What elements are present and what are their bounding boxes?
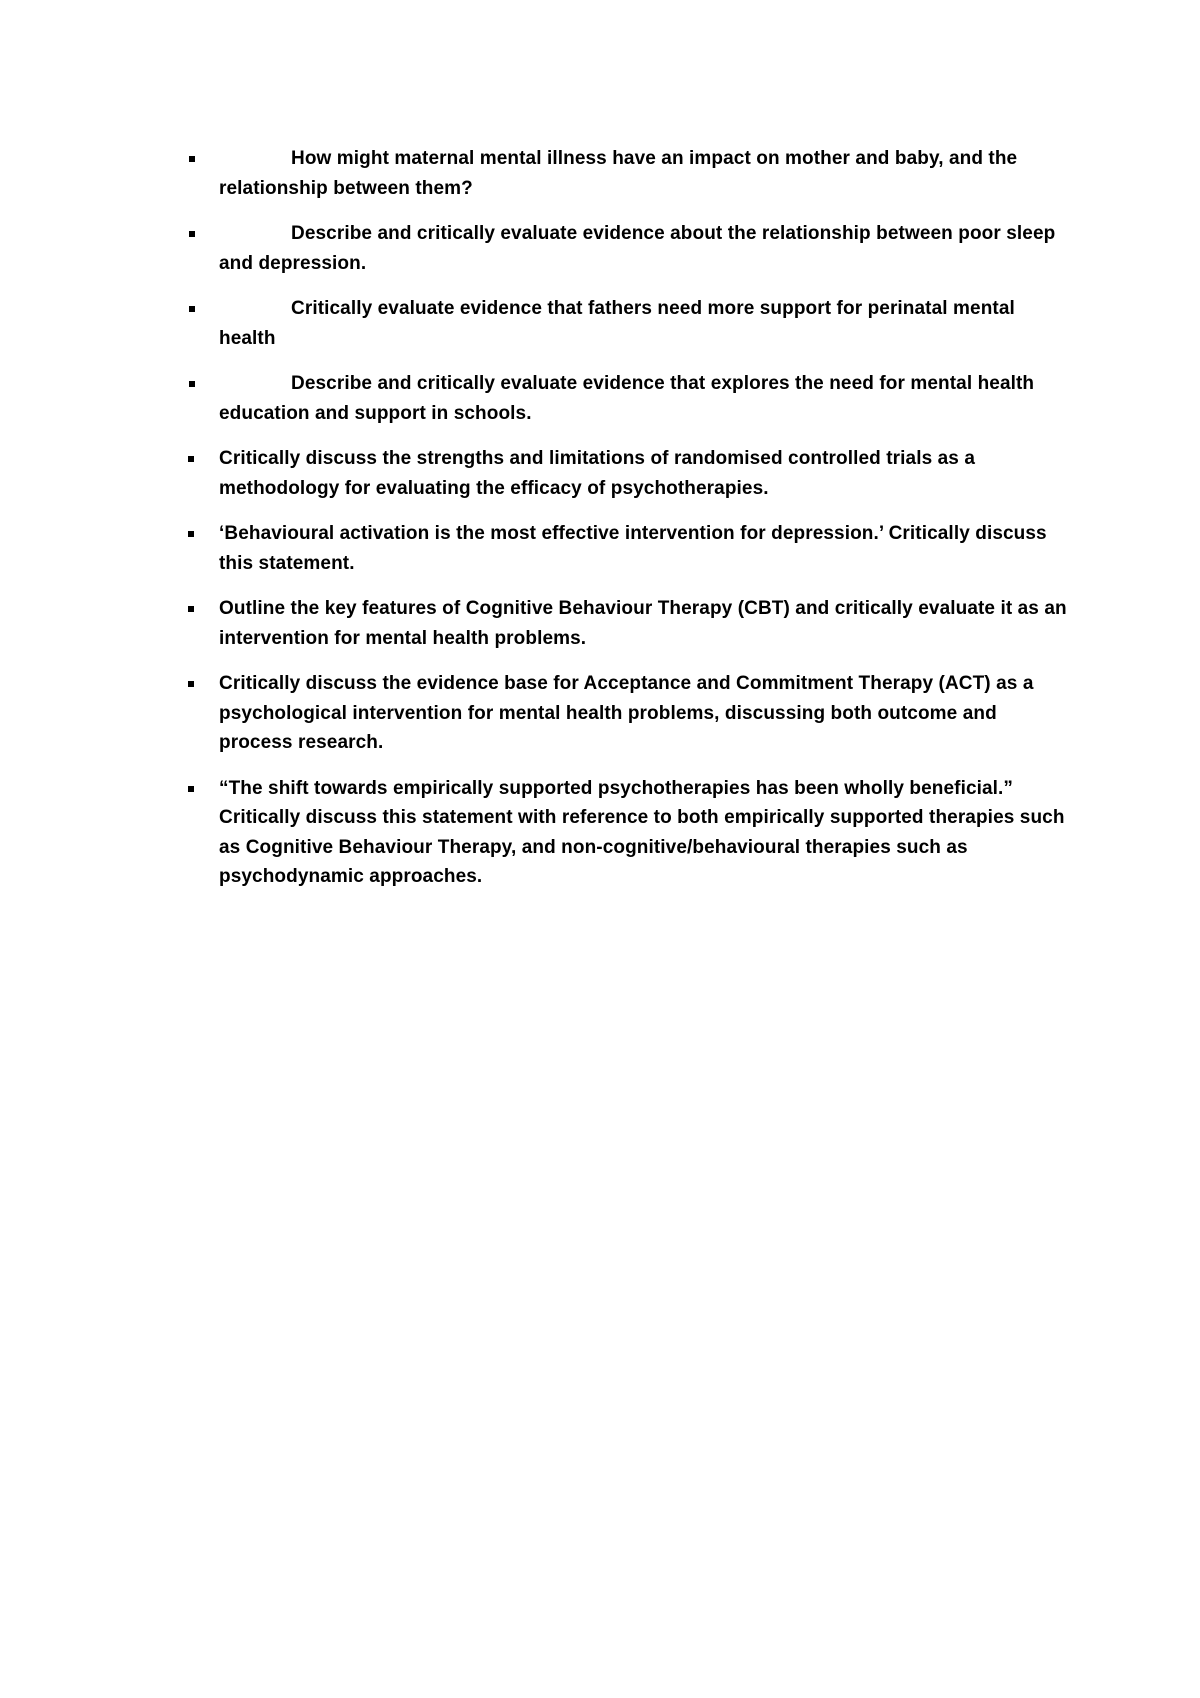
question-text: ‘Behavioural activation is the most effective intervention for depression.’ Critically discuss this statement. (219, 523, 1047, 574)
list-item (188, 369, 1068, 428)
list-item (188, 594, 1068, 653)
list-item (188, 219, 1068, 278)
question-text: “The shift towards empirically supported psychotherapies has been wholly beneficial.” Critically discuss this statement with reference to both empirically supported therapies such as Cognitive Behaviour Therapy, and non-cognitive/behavioural therapies such as psychodynamic approaches. (219, 777, 1065, 887)
list-item (188, 774, 1068, 892)
question-text: Describe and critically evaluate evidence about the relationship between poor sleep and depression. (219, 223, 1056, 274)
question-list (188, 144, 1068, 908)
question-text: Outline the key features of Cognitive Behaviour Therapy (CBT) and critically evaluate it as an intervention for mental health problems. (219, 598, 1067, 649)
square-bullet-icon (188, 456, 194, 462)
square-bullet-icon (189, 306, 195, 312)
list-item (188, 294, 1068, 353)
question-text: Critically discuss the evidence base for Acceptance and Commitment Therapy (ACT) as a psychological intervention for mental health problems, discussing both outcome and process research. (219, 673, 1034, 753)
square-bullet-icon (189, 381, 195, 387)
question-text: Critically evaluate evidence that fathers need more support for perinatal mental health (219, 298, 1015, 349)
list-item (188, 669, 1068, 758)
square-bullet-icon (188, 786, 194, 792)
square-bullet-icon (188, 681, 194, 687)
list-item (188, 144, 1068, 203)
square-bullet-icon (188, 606, 194, 612)
question-text: Describe and critically evaluate evidence that explores the need for mental health education and support in schools. (219, 373, 1035, 424)
square-bullet-icon (189, 231, 195, 237)
square-bullet-icon (189, 156, 195, 162)
list-item (188, 444, 1068, 503)
list-item (188, 519, 1068, 578)
question-text: How might maternal mental illness have an impact on mother and baby, and the relationship between them? (219, 148, 1018, 199)
question-text: Critically discuss the strengths and limitations of randomised controlled trials as a methodology for evaluating the efficacy of psychotherapies. (219, 448, 976, 499)
square-bullet-icon (188, 531, 194, 537)
